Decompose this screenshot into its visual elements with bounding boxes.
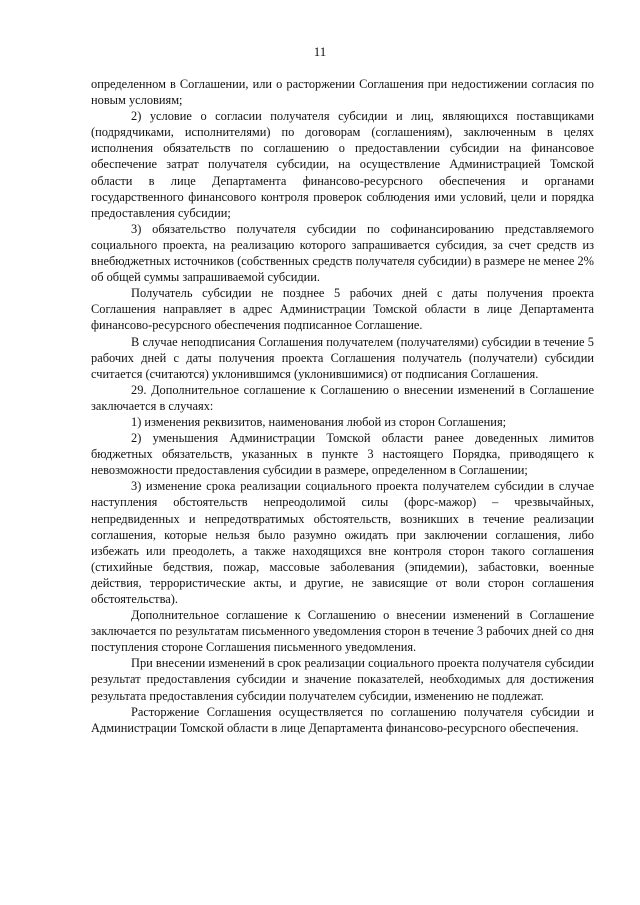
paragraph-clause-29: 29. Дополнительное соглашение к Соглашению о внесении изменений в Соглашение заключается в случаях: bbox=[91, 382, 594, 413]
paragraph-project-term-changes: При внесении изменений в срок реализации социального проекта получателя субсидии результат предоставления субсидии и значение показателей, необходимых для достижения результата предоставления субсидии получателем субсидии, изменению не подлежат. bbox=[91, 656, 594, 703]
paragraph-item-3-cofinancing: 3) обязательство получателя субсидии по софинансированию представляемого социального проекта, на реализацию которого запрашивается субсидия, за счет средств из внебюджетных источников (собственных средств получателя субсидии) в размере не менее 2% об общей суммы запрашиваемой субсидии. bbox=[91, 221, 594, 285]
paragraph-continuation: определенном в Соглашении, или о расторжении Соглашения при недостижении согласия по новым условиям; bbox=[91, 77, 594, 108]
paragraph-termination: Расторжение Соглашения осуществляется по соглашению получателя субсидии и Администрации Томской области в лице Департамента финансово-ресурсного обеспечения. bbox=[91, 704, 594, 735]
paragraph-non-signing: В случае неподписания Соглашения получателем (получателями) субсидии в течение 5 рабочих дней с даты получения проекта Соглашения получатель (получатели) субсидии считается (считаются) уклонившимся (уклонившимися) от подписания Соглашения. bbox=[91, 334, 594, 381]
document-body bbox=[91, 76, 594, 736]
paragraph-item-2-consent: 2) условие о согласии получателя субсидии и лиц, являющихся поставщиками (подрядчиками, исполнителями) по договорам (соглашениям), заключенным в целях исполнения обязательств по соглашению о предоставлении субсидии на финансовое обеспечение затрат получателя субсидии, на осуществление Администрацией Томской области в лице Департамента финансово-ресурсного обеспечения и органами государственного финансового контроля проверок соблюдения ими условий, цели и порядка предоставления субсидии; bbox=[91, 109, 594, 220]
paragraph-clause-29-item-3: 3) изменение срока реализации социального проекта получателем субсидии в случае наступления обстоятельств непреодолимой силы (форс-мажор) – чрезвычайных, непредвиденных и непредотвратимых обстоятельств, возникших в течение реализации соглашения, которые нельзя было разумно ожидать при заключении соглашения, либо избежать или преодолеть, а также находящихся вне контроля сторон такого соглашения (стихийные бедствия, пожар, массовые заболевания (эпидемии), забастовки, военные действия, террористические акты, и другие, не зависящие от воли сторон соглашения обстоятельства). bbox=[91, 479, 594, 606]
paragraph-supplementary-agreement: Дополнительное соглашение к Соглашению о внесении изменений в Соглашение заключается по результатам письменного уведомления сторон в течение 3 рабочих дней со дня поступления стороне Соглашения письменного уведомления. bbox=[91, 608, 594, 655]
paragraph-clause-29-item-2: 2) уменьшения Администрации Томской области ранее доведенных лимитов бюджетных обязательств, указанных в пункте 3 настоящего Порядка, приводящего к невозможности предоставления субсидии в размере, определенном в Соглашении; bbox=[91, 431, 594, 478]
paragraph-clause-29-item-1: 1) изменения реквизитов, наименования любой из сторон Соглашения; bbox=[131, 414, 507, 429]
paragraph-signing-deadline: Получатель субсидии не позднее 5 рабочих дней с даты получения проекта Соглашения направляет в адрес Администрации Томской области в лице Департамента финансово-ресурсного обеспечения подписанное Соглашение. bbox=[91, 286, 594, 333]
page-number: 11 bbox=[313, 44, 327, 59]
